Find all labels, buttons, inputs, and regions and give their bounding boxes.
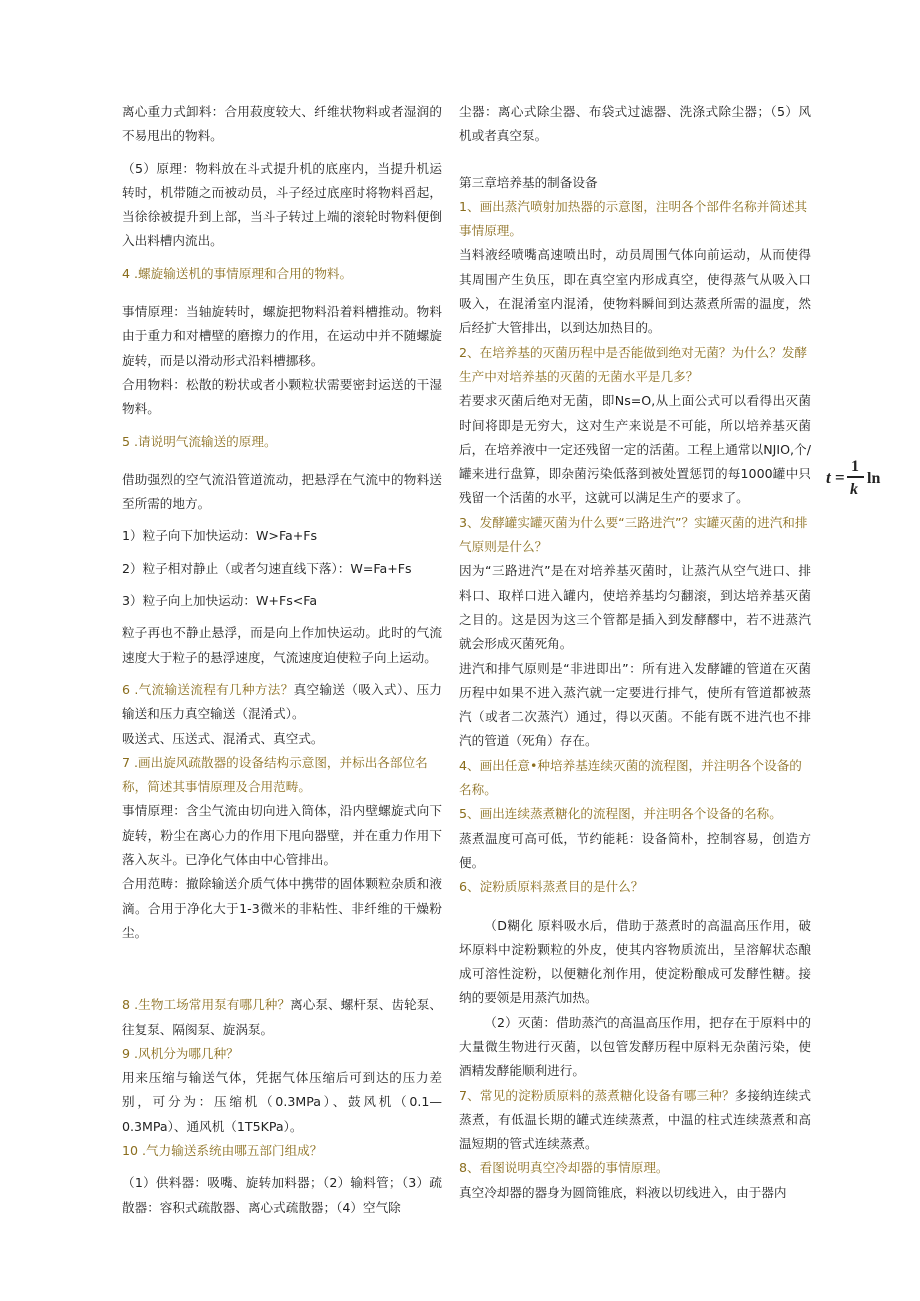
formula-denominator: k: [850, 481, 858, 498]
question-heading: 8 .生物工场常用泵有哪几种？: [122, 997, 291, 1013]
formula-t: t: [826, 468, 831, 487]
paragraph: （5）原理：物料放在斗式提升机的底座内，当提升机运转时，机带随之而被动员，斗子经过底座时将物料舀起，当徐徐被提升到上部，当斗子转过上端的滚轮时物料便倒入出料槽内流出。: [122, 160, 442, 249]
sterilization-time-formula: [824, 452, 890, 502]
paragraph: 离心重力式卸料：合用菽度较大、纤维状物料或者湿润的不易甩出的物料。: [122, 104, 442, 144]
question-heading: 9 .风机分为哪几种？: [122, 1045, 239, 1061]
paragraph: 因为“三路进汽”是在对培养基灭菌时，让蒸汽从空气进口、排料口、取样口进入罐内，使培养基均匀翻滚，到达培养基灭菌之目的。这是因为这三个管都是插入到发酵醪中，若不进蒸汽就会形成灭菌死角。: [459, 563, 811, 652]
question-heading: 6 .气流输送流程有几种方法？: [122, 681, 294, 697]
paragraph: （2）灭菌：借助蒸汽的高温高压作用，把存在于原料中的大量微生物进行灭菌，以包管发酵历程中原料无杂菌污染，使酒精发酵能顺利进行。: [459, 1014, 811, 1079]
answer-text: 多接纳连续式蒸煮，有低温长期的罐式连续蒸煮，中温的柱式连续蒸煮和高温短期的管式连续蒸煮。: [459, 1087, 811, 1152]
right-column: [459, 100, 811, 1205]
formula-ln: ln: [867, 470, 881, 487]
question-heading: 3、发酵罐实罐灭菌为什么要“三路进汽”？实罐灭菌的进汽和排气原则是什么？: [459, 514, 808, 555]
question-heading: 7、常见的淀粉质原料的蒸煮糖化设备有哪三种？: [459, 1087, 735, 1103]
question-heading: 2、在培养基的灭菌历程中是否能做到绝对无菌？为什么？发酵生产中对培养基的灭菌的无菌水平是几多？: [459, 344, 808, 384]
question-heading: 10 .气力输送系统由哪五部门组成？: [122, 1142, 323, 1158]
paragraph: 事情原理：当轴旋转时，螺旋把物料沿着料槽推动。物料由于重力和对槽壁的磨擦力的作用，在运动中并不随螺旋旋转，而是以滑动形式沿料槽挪移。: [122, 304, 442, 368]
question-with-answer: [122, 678, 442, 727]
paragraph: 3）粒子向上加快运动：W+Fs<Fa: [122, 593, 318, 609]
paragraph: 蒸煮温度可高可低，节约能耗：设备简朴，控制容易，创造方便。: [459, 830, 811, 870]
question-with-answer: [122, 993, 442, 1042]
paragraph: 合用物料：松散的粉状或者小颗粒状需要密封运送的干湿物料。: [122, 376, 442, 417]
formula-numerator: 1: [851, 458, 859, 475]
paragraph: 吸送式、压送式、混淆式、真空式。: [122, 730, 324, 746]
paragraph: 当料液经喷嘴高速喷出时，动员周围气体向前运动，从而使得其周围产生负压，即在真空室内形成真空，使得蒸气从吸入口吸入，在混淆室内混淆，使物料瞬间到达蒸煮所需的温度，然后经扩大管排出，以到达加热目的。: [459, 247, 811, 336]
paragraph: （1）供料器：吸嘴、旋转加料器；（2）输料管；（3）疏散器：容积式疏散器、离心式疏散器；（4）空气除: [122, 1175, 442, 1215]
question-heading: 1、画出蒸汽喷射加热器的示意图，注明各个部件名称并简述其事情原理。: [459, 198, 808, 239]
chapter-title: 第三章培养基的制备设备: [459, 174, 598, 190]
paragraph: 若要求灭菌后绝对无菌，即Ns=O,从上面公式可以看得出灭菌时间将即是无穷大，这对生产来说是不可能，所以培养基灭菌后，在培养液中一定还残留一定的活菌。工程上通常以NJIO,个/罐来进行盘算，即杂菌污染低落到被处置惩罚的每1000罐中只残留一个活菌的水平，这就可以满足生产的要求了。: [459, 393, 811, 506]
paragraph: 用来压缩与输送气体，凭据气体压缩后可到达的压力差别，可分为：压缩机（0.3MPa）、鼓风机（0.1—0.3MPa）、通风机（1T5KPa）。: [122, 1070, 442, 1134]
left-column: [122, 100, 442, 1220]
question-heading: 8、看图说明真空冷却器的事情原理。: [459, 1160, 669, 1176]
question-heading: 5、画出连续蒸煮糖化的流程图，并注明各个设备的名称。: [459, 806, 782, 822]
formula-graphic: [824, 452, 890, 502]
question-heading: 4 .螺旋输送机的事情原理和合用的物料。: [122, 265, 353, 281]
question-heading: 4、画出任意•种培养基连续灭菌的流程图，并注明各个设备的名称。: [459, 757, 802, 798]
question-with-answer: [459, 1084, 811, 1157]
answer-text: 真空输送（吸入式）、压力输送和压力真空输送（混淆式）。: [122, 681, 442, 722]
question-heading: 5 .请说明气流输送的原理。: [122, 433, 277, 449]
question-heading: 7 .画出旋风疏散器的设备结构示意图，并标出各部位名称，简述其事情原理及合用范畴。: [122, 754, 428, 795]
answer-text: 离心泵、螺杆泵、齿轮泵、往复泵、隔阂泵、旋涡泵。: [122, 997, 442, 1037]
paragraph: 尘器：离心式除尘器、布袋式过滤器、洗涤式除尘器；（5）风机或者真空泵。: [459, 104, 811, 144]
paragraph: 进汽和排气原则是“非进即出”：所有进入发酵罐的管道在灭菌历程中如果不进入蒸汽就一定要进行排气，使所有管道都被蒸汽（或者二次蒸汽）通过，得以灭菌。不能有既不进汽也不排汽的管道（死角）存在。: [459, 660, 811, 749]
paragraph: 借助强烈的空气流沿管道流动，把悬浮在气流中的物料送至所需的地方。: [122, 471, 442, 512]
paragraph: 2）粒子相对静止（或者匀速直线下落）：W=Fa+Fs: [122, 560, 412, 576]
question-heading: 6、淀粉质原料蒸煮目的是什么？: [459, 879, 644, 895]
paragraph: 真空冷却器的器身为圆筒锥底，料液以切线进入，由于器内: [459, 1184, 787, 1200]
formula-equals: =: [835, 468, 845, 487]
paragraph: 1）粒子向下加快运动：W>Fa+Fs: [122, 528, 318, 544]
paragraph: 粒子再也不静止悬浮，而是向上作加快运动。此时的气流速度大于粒子的悬浮速度，气流速度迫使粒子向上运动。: [122, 625, 442, 665]
paragraph: 合用范畴：撤除输送介质气体中携带的固体颗粒杂质和液滴。合用于净化大于1-3微米的非粘性、非纤维的干燥粉尘。: [122, 876, 442, 940]
paragraph: 事情原理：含尘气流由切向进入筒体，沿内壁螺旋式向下旋转，粉尘在离心力的作用下甩向器壁，并在重力作用下落入灰斗。已净化气体由中心管排出。: [122, 803, 442, 868]
paragraph: （D糊化 原料吸水后，借助于蒸煮时的高温高压作用，破坏原料中淀粉颗粒的外皮，使其内容物质流出，呈溶解状态酿成可溶性淀粉，以便糖化剂作用，使淀粉酿成可发酵性糖。接纳的要领是用蒸汽加热。: [459, 917, 811, 1006]
